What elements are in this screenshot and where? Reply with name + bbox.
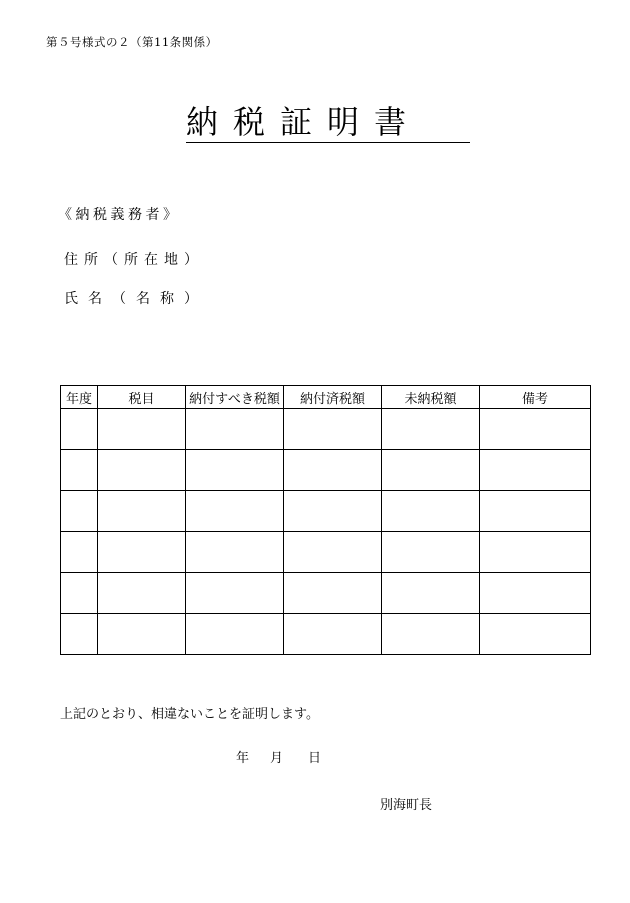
date-year: 年 <box>236 751 250 766</box>
table-cell <box>284 614 382 655</box>
table-cell <box>382 491 480 532</box>
table-cell <box>284 409 382 450</box>
table-cell <box>284 532 382 573</box>
taxpayer-heading: 《納税義務者》 <box>58 207 181 223</box>
table-cell <box>186 491 284 532</box>
tax-table <box>60 385 591 655</box>
table-cell <box>98 573 186 614</box>
table-cell <box>284 450 382 491</box>
table-cell <box>61 450 98 491</box>
header-amount-due: 納付すべき税額 <box>186 386 284 409</box>
date-line <box>236 747 321 766</box>
name-label: 氏名（名称） <box>64 291 208 307</box>
table-cell <box>186 532 284 573</box>
date-month: 月 <box>270 751 284 766</box>
table-cell <box>284 573 382 614</box>
table-cell <box>61 532 98 573</box>
address-label: 住所（所在地） <box>64 252 204 268</box>
table-cell <box>186 450 284 491</box>
table-cell <box>284 491 382 532</box>
table-cell <box>61 491 98 532</box>
certification-text: 上記のとおり、相違ないことを証明します。 <box>60 707 319 722</box>
table-row <box>61 409 591 450</box>
table-cell <box>98 614 186 655</box>
table-cell <box>382 532 480 573</box>
header-tax-item: 税目 <box>98 386 186 409</box>
table-cell <box>61 614 98 655</box>
table-row <box>61 532 591 573</box>
date-day: 日 <box>308 751 322 766</box>
table-cell <box>382 573 480 614</box>
page-title: 納税証明書 <box>186 102 470 143</box>
table-cell <box>98 409 186 450</box>
table-cell <box>61 573 98 614</box>
table-cell <box>382 409 480 450</box>
table-cell <box>382 614 480 655</box>
issuer-name: 別海町長 <box>380 798 433 813</box>
table-cell <box>186 614 284 655</box>
table-cell <box>382 450 480 491</box>
table-cell <box>480 409 591 450</box>
header-amount-paid: 納付済税額 <box>284 386 382 409</box>
table-cell <box>98 532 186 573</box>
table-cell <box>98 450 186 491</box>
header-remarks: 備考 <box>480 386 591 409</box>
table-row <box>61 614 591 655</box>
table-cell <box>186 573 284 614</box>
table-row <box>61 491 591 532</box>
table-cell <box>480 532 591 573</box>
table-cell <box>186 409 284 450</box>
table-cell <box>98 491 186 532</box>
table-cell <box>61 409 98 450</box>
form-number: 第５号様式の２（第11条関係） <box>46 35 218 49</box>
table-cell <box>480 450 591 491</box>
table-cell <box>480 491 591 532</box>
table-cell <box>480 614 591 655</box>
table-header-row <box>61 386 591 409</box>
header-amount-unpaid: 未納税額 <box>382 386 480 409</box>
table-row <box>61 573 591 614</box>
table-cell <box>480 573 591 614</box>
table-row <box>61 450 591 491</box>
header-fiscal-year: 年度 <box>61 386 98 409</box>
